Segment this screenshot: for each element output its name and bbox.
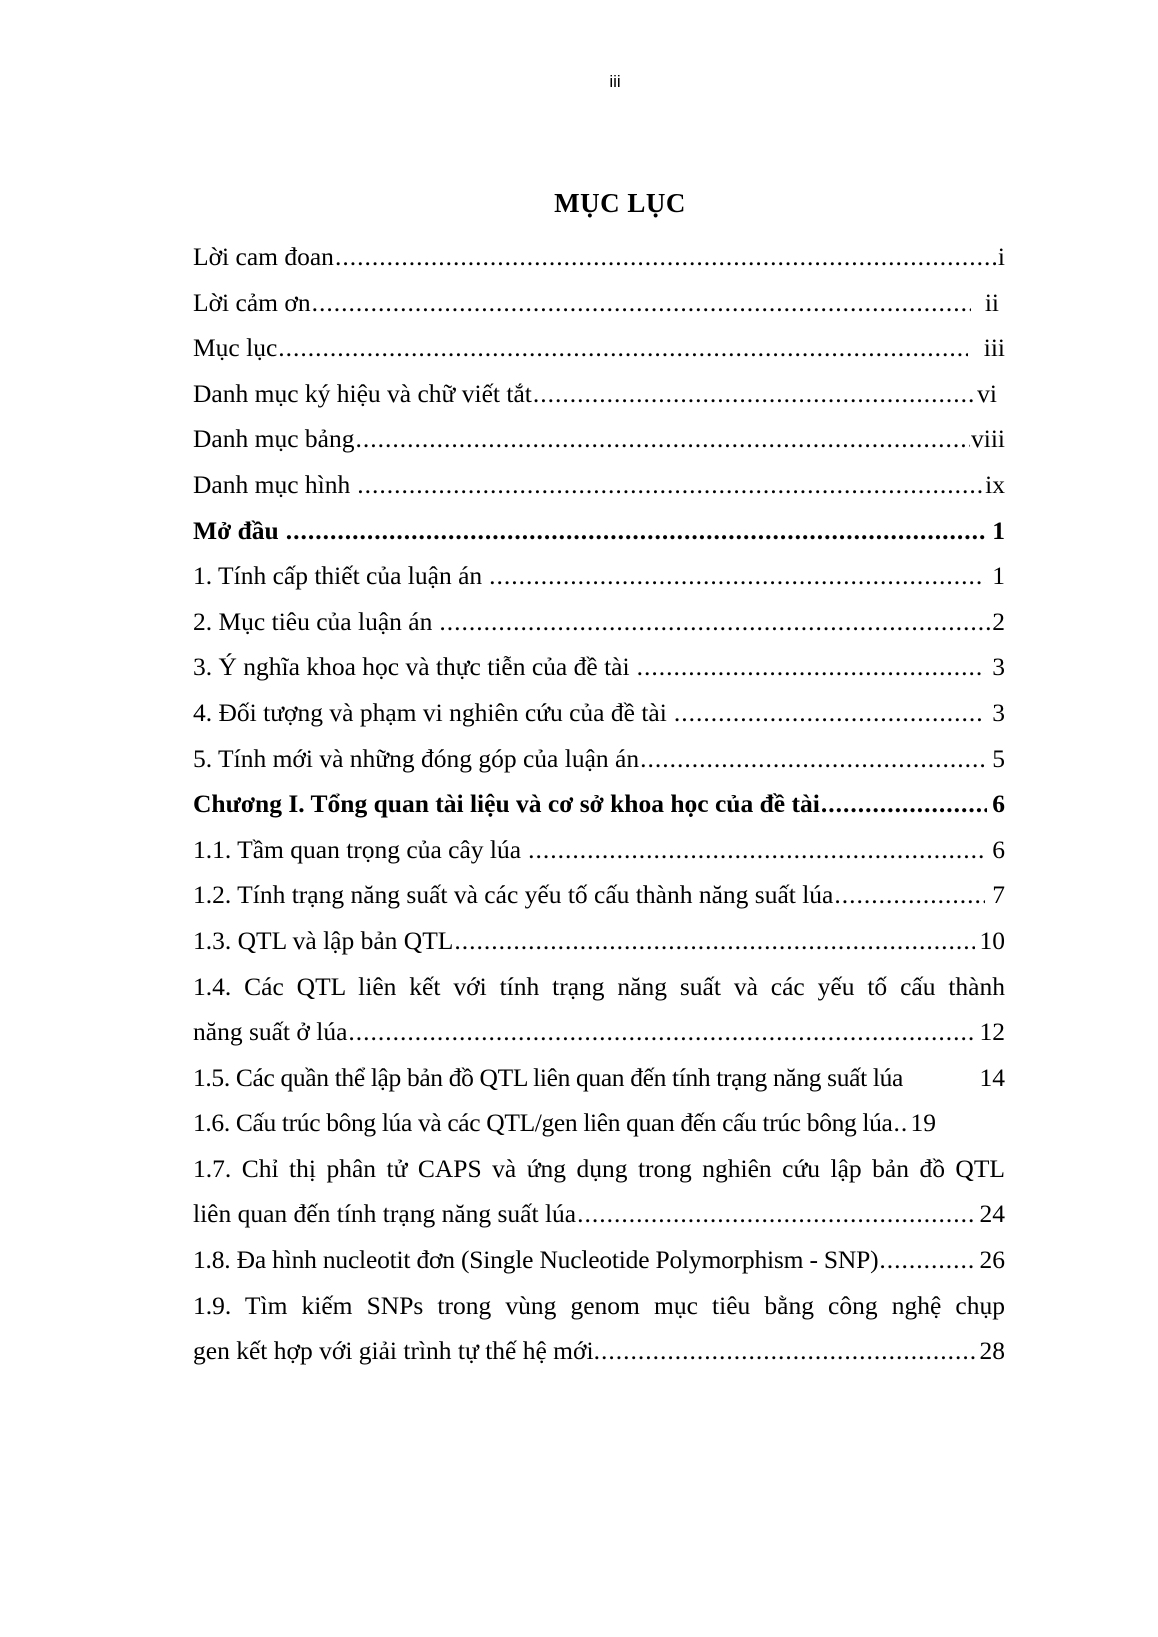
- toc-entry[interactable]: [193, 599, 1005, 645]
- dot-leader: [834, 872, 985, 918]
- toc-entry[interactable]: [193, 1191, 1005, 1237]
- toc-entry[interactable]: [193, 918, 1005, 964]
- dot-leader: [335, 234, 997, 280]
- dot-leader: [312, 280, 971, 326]
- toc-entry-label: 1.3. QTL và lập bản QTL: [193, 925, 454, 955]
- toc-entry-page: 2: [992, 606, 1005, 636]
- toc-entry-page: 7: [992, 880, 1005, 910]
- toc-entry[interactable]: [193, 553, 1005, 599]
- toc-entry-label: Danh mục ký hiệu và chữ viết tắt: [193, 378, 532, 408]
- toc-entry-page: 26: [979, 1245, 1005, 1275]
- toc-entry-page: viii: [970, 424, 1005, 454]
- dot-leader: [640, 736, 985, 782]
- toc-entry-page: 6: [992, 789, 1005, 819]
- toc-entry-label: Lời cam đoan: [193, 242, 334, 271]
- toc-entry-page: 14: [979, 1062, 1005, 1092]
- toc-entry[interactable]: [193, 371, 1005, 417]
- toc-entry-label: Chương I. Tổng quan tài liệu và cơ sở khoa học của đề tài: [193, 789, 820, 819]
- dot-leader: [601, 1328, 975, 1374]
- toc-entry-page: 1: [992, 561, 1005, 591]
- toc-entry[interactable]: [193, 416, 1005, 462]
- dot-leader: [528, 827, 985, 873]
- toc-entry-page: 3: [992, 697, 1005, 727]
- toc-entry[interactable]: [193, 234, 1005, 280]
- toc-entry-page: 28: [979, 1336, 1005, 1366]
- toc-entry-label: Mở đầu: [193, 515, 279, 545]
- toc-entry-line1[interactable]: 1.9. Tìm kiếm SNPs trong vùng genom mục tiêu bằng công nghệ chụp: [193, 1290, 1005, 1320]
- dot-leader: [348, 1009, 974, 1055]
- toc-entry[interactable]: [193, 1009, 1005, 1055]
- toc-entry-line1[interactable]: 1.7. Chỉ thị phân tử CAPS và ứng dụng trong nghiên cứu lập bản đồ QTL: [193, 1153, 1005, 1183]
- dot-leader: [879, 1237, 974, 1283]
- toc-entry-line1[interactable]: 1.4. Các QTL liên kết với tính trạng năng suất và các yếu tố cấu thành: [193, 971, 1005, 1001]
- toc-entry[interactable]: [193, 1055, 1005, 1101]
- toc-entry-page: i: [997, 242, 1005, 271]
- toc-entry-label: 1.8. Đa hình nucleotit đơn (Single Nucleotide Polymorphism - SNP): [193, 1245, 879, 1275]
- toc-entry-label: 1.2. Tính trạng năng suất và các yếu tố cấu thành năng suất lúa: [193, 880, 834, 910]
- toc-entry-page: 24: [979, 1199, 1005, 1229]
- toc-entry-page: ix: [985, 469, 1005, 499]
- toc-entry-page: iii: [983, 333, 1005, 363]
- toc-entry[interactable]: [193, 644, 1005, 690]
- dot-leader: [489, 553, 985, 599]
- toc-entry[interactable]: [193, 690, 1005, 736]
- toc-entry-page: 10: [979, 925, 1005, 955]
- toc-entry[interactable]: [193, 462, 1005, 508]
- toc-entry[interactable]: [193, 508, 1005, 554]
- toc-entry-label: 4. Đối tượng và phạm vi nghiên cứu của đề tài: [193, 697, 667, 727]
- toc-entry-label: Danh mục bảng: [193, 424, 355, 454]
- toc-entry-page: 1: [992, 515, 1005, 545]
- toc-entry-page: 19: [910, 1108, 937, 1138]
- toc-entry[interactable]: [193, 872, 1005, 918]
- toc-entry[interactable]: [193, 827, 1005, 873]
- toc-entry-label: 2. Mục tiêu của luận án: [193, 606, 433, 636]
- toc-entry[interactable]: [193, 1237, 1005, 1283]
- toc-entry[interactable]: [193, 1100, 1005, 1146]
- toc-entry-label: Mục lục: [193, 333, 278, 363]
- dot-leader: [674, 690, 985, 736]
- toc-entry-page: 12: [979, 1017, 1005, 1047]
- dot-leader: [894, 1100, 906, 1146]
- toc-entry-page: 6: [992, 834, 1005, 864]
- toc-entry[interactable]: [193, 1328, 1005, 1374]
- table-of-contents: [193, 234, 1005, 1374]
- toc-entry-label: 1. Tính cấp thiết của luận án: [193, 561, 483, 591]
- toc-entry[interactable]: [193, 280, 1005, 326]
- dot-leader: [355, 416, 970, 462]
- dot-leader: [439, 599, 991, 645]
- toc-entry-page: 3: [992, 652, 1005, 682]
- toc-entry-label: 1.6. Cấu trúc bông lúa và các QTL/gen liên quan đến cấu trúc bông lúa: [193, 1108, 893, 1138]
- toc-entry-label: Lời cảm ơn: [193, 287, 311, 317]
- toc-entry-page: 5: [992, 743, 1005, 773]
- dot-leader: [286, 508, 986, 554]
- dot-leader: [533, 371, 976, 417]
- toc-entry[interactable]: [193, 736, 1005, 782]
- toc-entry-label: gen kết hợp với giải trình tự thế hệ mới.: [193, 1336, 600, 1366]
- page-number: iii: [609, 72, 621, 91]
- dot-leader: [454, 918, 974, 964]
- toc-entry-label: năng suất ở lúa: [193, 1017, 348, 1047]
- page-title: MỤC LỤC: [554, 188, 686, 218]
- dot-leader: [637, 644, 986, 690]
- dot-leader: [357, 462, 984, 508]
- toc-entry-page: vi: [977, 378, 997, 408]
- toc-entry[interactable]: [193, 325, 1005, 371]
- dot-leader: [278, 325, 967, 371]
- dot-leader: [821, 781, 987, 827]
- toc-entry-label: 1.1. Tầm quan trọng của cây lúa: [193, 834, 522, 864]
- toc-entry-label: 5. Tính mới và những đóng góp của luận án: [193, 743, 640, 773]
- toc-entry-label: 3. Ý nghĩa khoa học và thực tiễn của đề tài: [193, 652, 630, 682]
- toc-entry-label: liên quan đến tính trạng năng suất lúa: [193, 1199, 577, 1229]
- toc-entry-label: 1.5. Các quần thể lập bản đồ QTL liên quan đến tính trạng năng suất lúa: [193, 1062, 903, 1092]
- toc-entry-page: ii: [984, 287, 999, 317]
- toc-entry-label: Danh mục hình: [193, 469, 351, 499]
- toc-entry[interactable]: [193, 781, 1005, 827]
- dot-leader: [577, 1191, 974, 1237]
